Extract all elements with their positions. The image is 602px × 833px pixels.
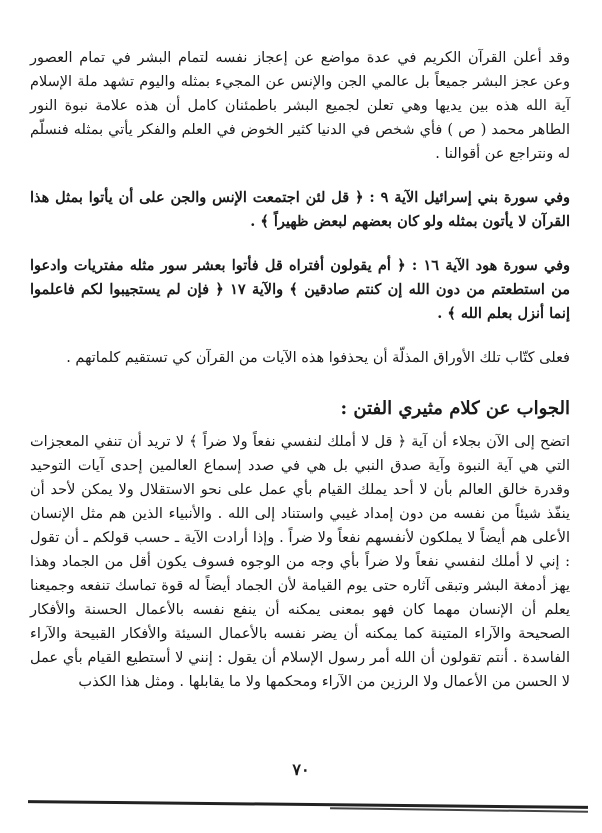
paragraph-answer: اتضح إلى الآن بجلاء أن آية ﴿ قل لا أملك لنفسي نفعاً ولا ضراً ﴾ لا تريد أن تنفي المعجزات التي هي آية النبوة وآية صدق النبي بل هي في صدد إسماع العالمين إحدى آيات التوحيد وقدرة خالق العالم بأن لا أحد يملك القيام بأي عمل على نحو الاستقلال ولا يمكن لأحد أن ينفّذ شيئاً من نفسه من دون إمداد غيبي واستناد إلى الله . والأنبياء الذين هم مثل الإنسان الأعلى هم أيضاً لا يملكون لأنفسهم نفعاً ولا ضراً . وإذا أرادت الآية ـ حسب قولكم ـ أن تقول : إني لا أملك لنفسي نفعاً ولا ضراً بأي وجه من الوجوه فسوف يكون أقل من الجماد وهذا يهز أدمغة البشر وتبقى آثاره حتى يوم القيامة لأن الجماد أيضاً له قوة تماسك تنفعه وجميعنا يعلم أن الإنسان مهما كان فهو بمعنى يمكنه أن ينفع نفسه بالأعمال الحسنة والأفكار الصحيحة والآراء المتينة كما يمكنه أن يضر نفسه بالأعمال السيئة والأفكار القبيحة والآراء الفاسدة . أنتم تقولون أن الله أمر رسول الإسلام أن يقول : إنني لا أستطيع القيام بأي عمل لا الحسن من الأعمال ولا الرزين من الآراء ومحكمها ولا ما يقابلها . ومثل هذا الكذب — [30, 434, 570, 690]
paragraph-verse-bani-israil: وفي سورة بني إسرائيل الآية ٩ : ﴿ قل لئن اجتمعت الإنس والجن على أن يأتوا بمثل هذا القرآن لا يأتون بمثله ولو كان بعضهم لبعض ظهيراً ﴾ . — [30, 189, 571, 230]
page-body — [30, 46, 570, 694]
paragraph-conclusion: فعلى كتّاب تلك الأوراق المذلّة أن يحذفوا هذه الآيات من القرآن كي تستقيم كلماتهم . — [66, 350, 570, 366]
section-heading: الجواب عن كلام مثيري الفتن : — [340, 398, 570, 419]
paragraph-verse-hud: وفي سورة هود الآية ١٦ : ﴿ أم يقولون أفتراه قل فأتوا بعشر سور مثله مفتريات وادعوا من استطعتم من دون الله إن كنتم صادقين ﴾ والآية ١٧ ﴿ فإن لم يستجيبوا لكم فاعلموا إنما أنزل بعلم الله ﴾ . — [30, 257, 570, 322]
paragraph-quran-challenge: وقد أعلن القرآن الكريم في عدة مواضع عن إعجاز نفسه لتمام البشر في تمام العصور وعن عجز البشر جميعاً بل عالمي الجن والإنس عن المجيء بمثله واليوم تشهد ملة الإسلام آية الله هذه بين يديها وهي تعلن لجميع البشر باطمئنان كامل أن هذه علامة نبوة النور الطاهر محمد ( ص ) فأي شخص في الدنيا كثير الخوض في العلم والفكر يأتي بمثله فنسلّم له ونتراجع عن أقوالنا . — [30, 50, 570, 162]
page-number: ٧٠ — [292, 760, 310, 779]
footer-rule — [28, 800, 588, 809]
